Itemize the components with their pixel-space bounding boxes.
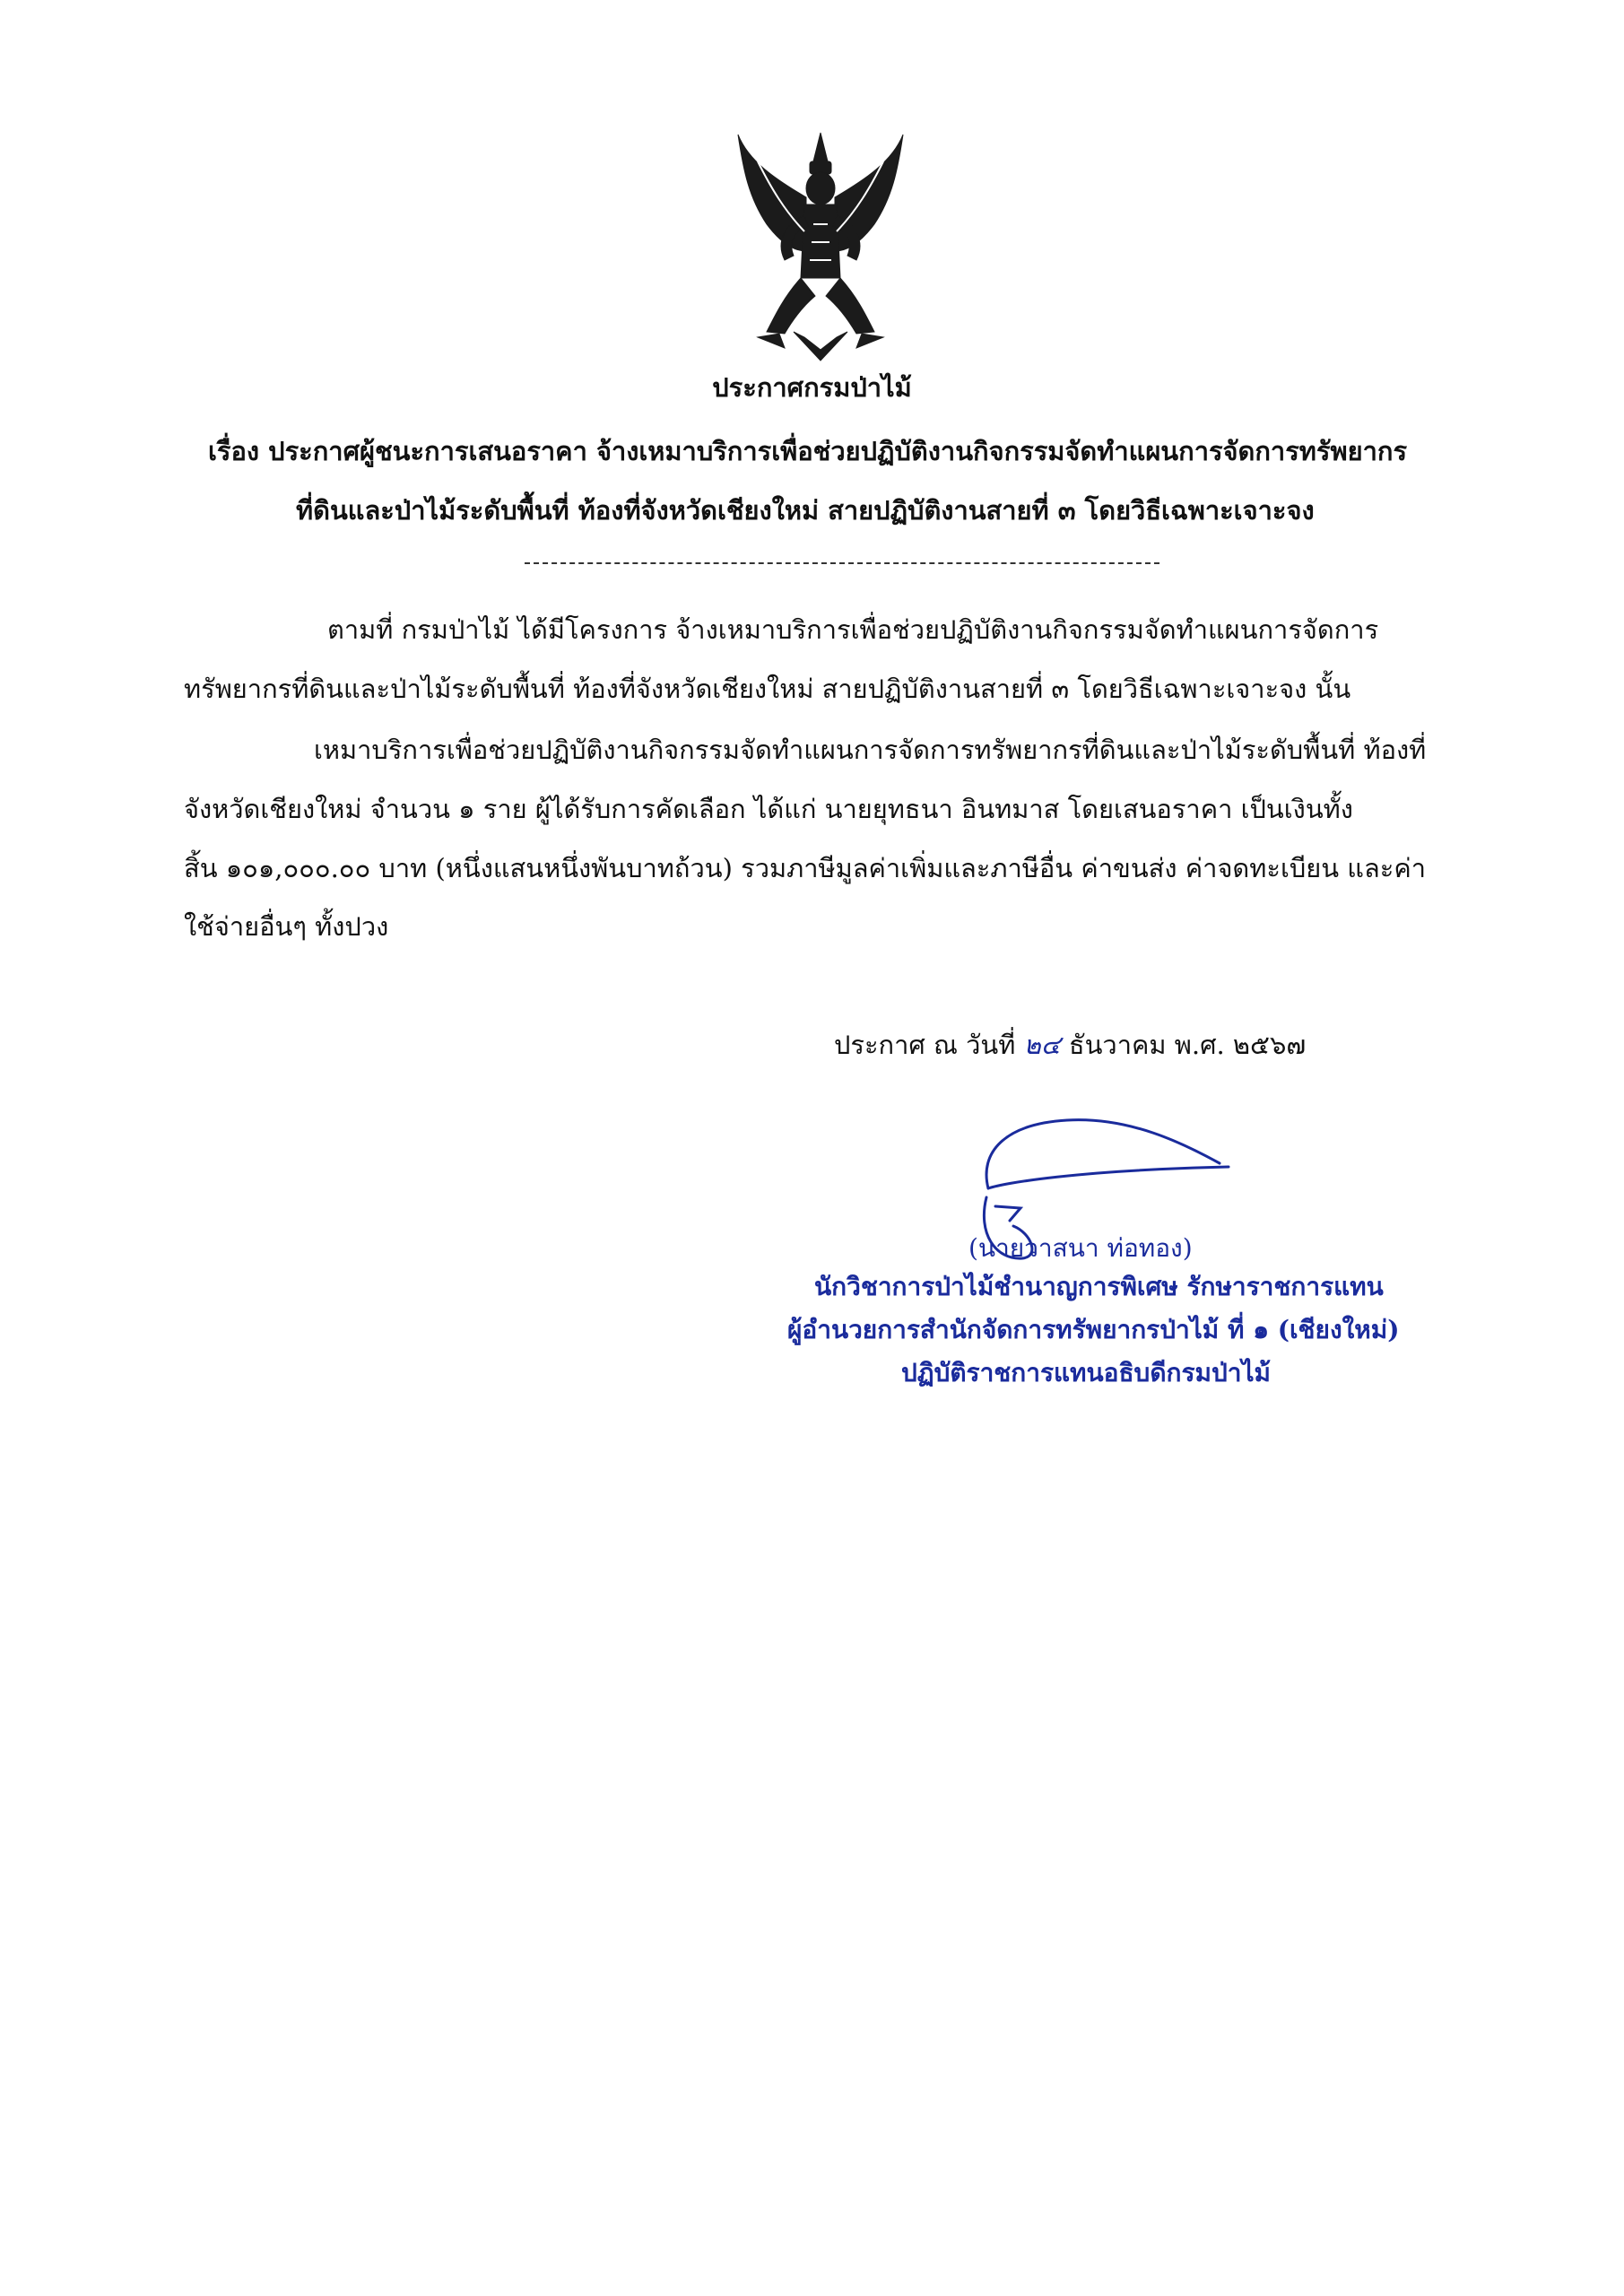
signatory-title-line-2: ผู้อำนวยการสำนักจัดการทรัพยากรป่าไม้ ที่ ๑ (เชียงใหม่) (787, 1315, 1400, 1344)
announcement-date (834, 1027, 1306, 1063)
signatory-title-line-3: ปฏิบัติราชการแทนอธิบดีกรมป่าไม้ (901, 1358, 1272, 1387)
heading-divider (525, 562, 1159, 564)
body-line-2: ทรัพยากรที่ดินและป่าไม้ระดับพื้นที่ ท้องที่จังหวัดเชียงใหม่ สายปฏิบัติงานสายที่ ๓ โดยวิธีเฉพาะเจาะจง นั้น (184, 674, 1351, 704)
subject-line-2: ที่ดินและป่าไม้ระดับพื้นที่ ท้องที่จังหวัดเชียงใหม่ สายปฏิบัติงานสายที่ ๓ โดยวิธีเฉพาะเจาะจง (296, 495, 1315, 526)
body-line-4: จังหวัดเชียงใหม่ จำนวน ๑ ราย ผู้ได้รับการคัดเลือก ได้แก่ นายยุทธนา อินทมาส โดยเสนอราคา เป็นเงินทั้ง (184, 794, 1353, 824)
signatory-name: (นายวาสนา ท่อทอง) (968, 1233, 1193, 1263)
body-line-3: เหมาบริการเพื่อช่วยปฏิบัติงานกิจกรรมจัดทำแผนการจัดการทรัพยากรที่ดินและป่าไม้ระดับพื้นที่ ท้องที่ (314, 735, 1427, 765)
body-line-1: ตามที่ กรมป่าไม้ ได้มีโครงการ จ้างเหมาบริการเพื่อช่วยปฏิบัติงานกิจกรรมจัดทำแผนการจัดการ (327, 614, 1379, 645)
date-day: ๒๔ (1023, 1030, 1061, 1060)
page-title: ประกาศกรมป่าไม้ (712, 372, 912, 403)
signatory-title-line-1: นักวิชาการป่าไม้ชำนาญการพิเศษ รักษาราชการแทน (814, 1272, 1384, 1301)
date-suffix: ธันวาคม พ.ศ. ๒๕๖๗ (1068, 1030, 1307, 1060)
subject-line-1: เรื่อง ประกาศผู้ชนะการเสนอราคา จ้างเหมาบริการเพื่อช่วยปฏิบัติงานกิจกรรมจัดทำแผนการจัดการทรัพยากร (208, 436, 1408, 466)
date-prefix: ประกาศ ณ วันที่ (834, 1030, 1016, 1060)
garuda-emblem-icon (731, 126, 910, 368)
body-line-5: สิ้น ๑๐๑,๐๐๐.๐๐ บาท (หนึ่งแสนหนึ่งพันบาทถ้วน) รวมภาษีมูลค่าเพิ่มและภาษีอื่น ค่าขนส่ง ค่าจดทะเบียน และค่า (184, 853, 1427, 883)
body-line-6: ใช้จ่ายอื่นๆ ทั้งปวง (184, 911, 389, 942)
